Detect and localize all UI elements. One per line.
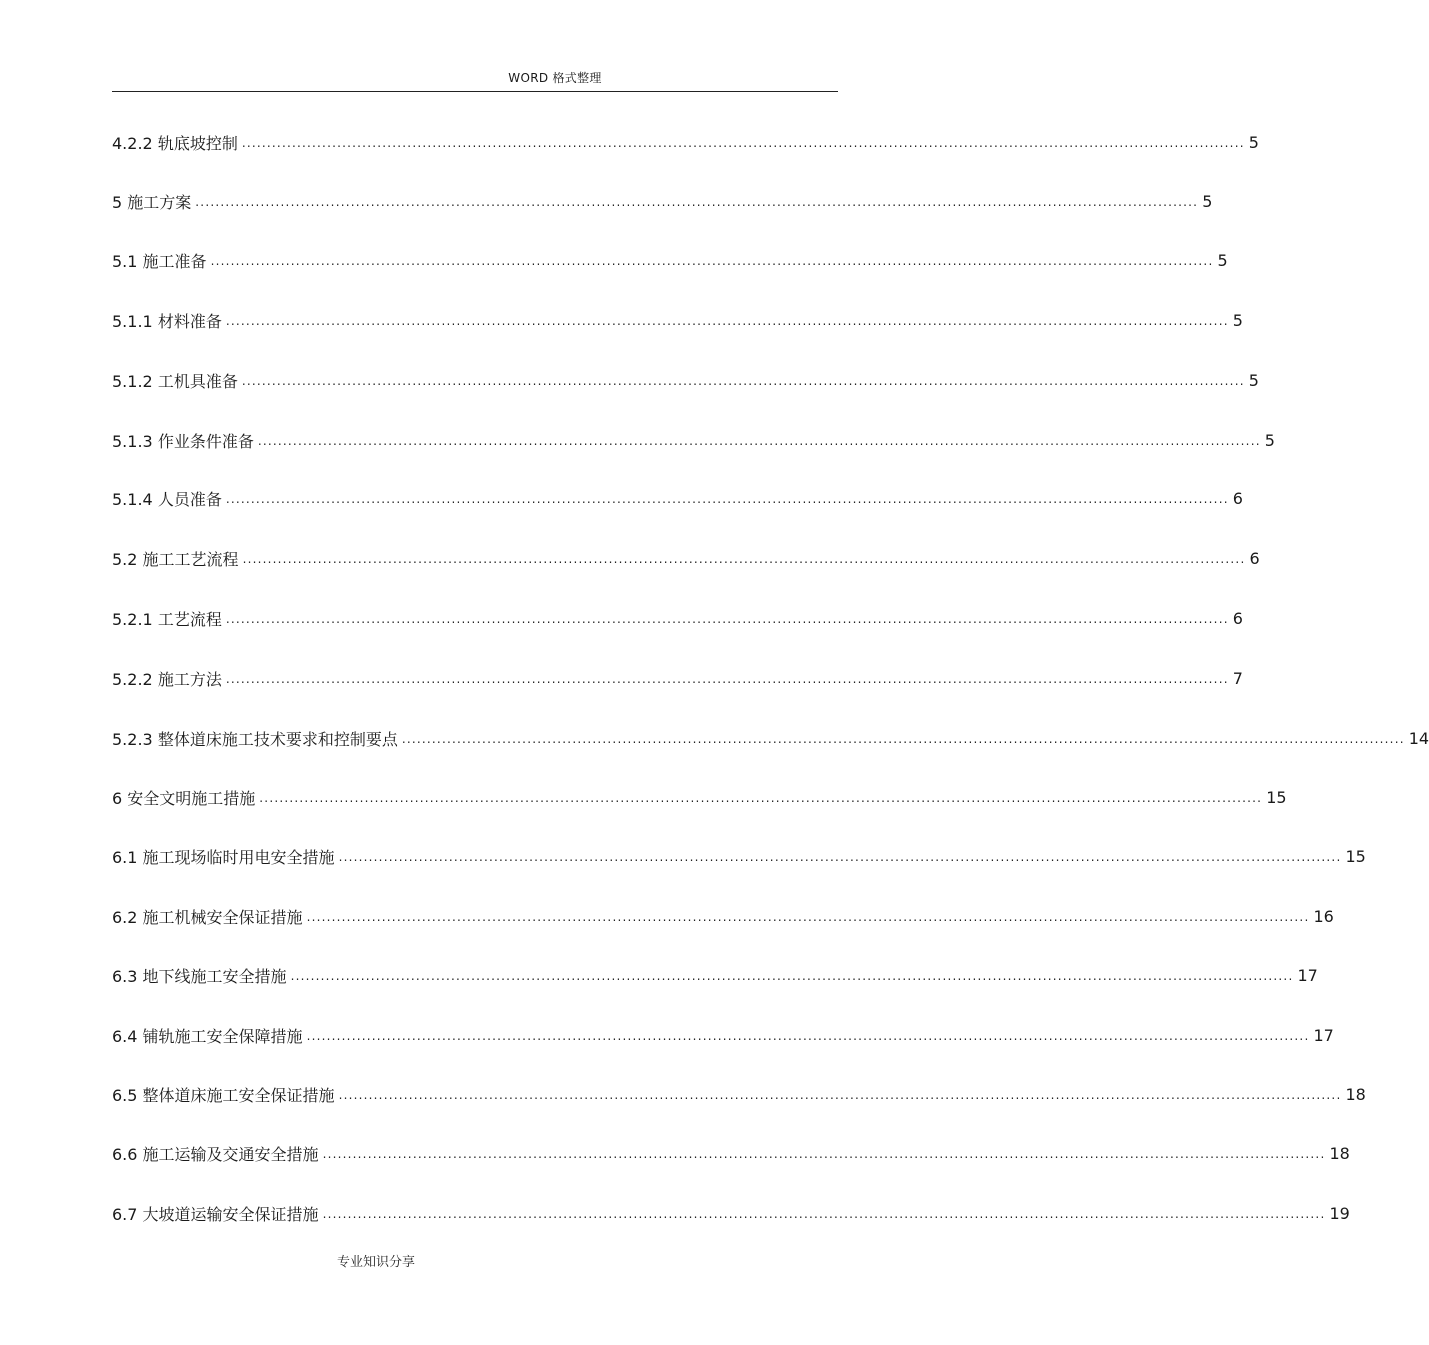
toc-entry-page: 17 — [1297, 965, 1318, 985]
toc-entry-label — [112, 487, 222, 510]
toc-leader-dots: ........................................................................................................................................................................................................ — [306, 1029, 1310, 1043]
toc-entry-title: 轨底坡控制 — [157, 133, 238, 153]
toc-entry-label — [112, 429, 254, 452]
toc-leader-dots: ........................................................................................................................................................................................................ — [257, 434, 1261, 448]
toc-entry[interactable] — [112, 483, 1243, 513]
toc-entry-label — [112, 309, 222, 332]
toc-entry[interactable] — [112, 1138, 1350, 1168]
toc-entry[interactable] — [112, 603, 1243, 633]
toc-entry-page: 7 — [1232, 668, 1243, 688]
toc-entry-number: 6.2 — [112, 907, 138, 927]
toc-entry-number: 5 — [112, 192, 123, 212]
toc-entry-label — [112, 249, 207, 272]
toc-entry-number: 5.1.3 — [112, 431, 153, 451]
toc-entry-label — [112, 1142, 319, 1165]
toc-entry-title: 铺轨施工安全保障措施 — [142, 1026, 303, 1046]
toc-entry-label — [112, 905, 303, 928]
toc-entry-title: 施工方法 — [157, 669, 222, 689]
toc-entry-title: 工艺流程 — [157, 609, 222, 629]
toc-leader-dots: ........................................................................................................................................................................................................ — [225, 314, 1229, 328]
toc-entry-number: 5.2 — [112, 549, 138, 569]
toc-entry-number: 6.4 — [112, 1026, 138, 1046]
toc-leader-dots: ........................................................................................................................................................................................................ — [210, 254, 1214, 268]
toc-entry-page: 19 — [1329, 1203, 1350, 1223]
toc-entry[interactable] — [112, 425, 1275, 455]
toc-leader-dots: ........................................................................................................................................................................................................ — [225, 672, 1229, 686]
toc-entry-title: 施工准备 — [142, 251, 207, 271]
toc-entry-number: 6.5 — [112, 1085, 138, 1105]
toc-leader-dots: ........................................................................................................................................................................................................ — [338, 850, 1342, 864]
toc-leader-dots: ........................................................................................................................................................................................................ — [241, 136, 1245, 150]
toc-leader-dots: ........................................................................................................................................................................................................ — [259, 791, 1263, 805]
toc-entry-page: 6 — [1249, 548, 1260, 568]
toc-entry[interactable] — [112, 245, 1228, 275]
toc-entry[interactable] — [112, 841, 1366, 871]
toc-entry-page: 14 — [1408, 728, 1429, 748]
toc-entry-page: 5 — [1248, 370, 1259, 390]
toc-entry-number: 5.1.4 — [112, 489, 153, 509]
toc-entry-number: 6.1 — [112, 847, 138, 867]
toc-entry-label — [112, 131, 238, 154]
toc-entry-title: 工机具准备 — [157, 371, 238, 391]
toc-entry-title: 施工机械安全保证措施 — [142, 907, 303, 927]
toc-entry-page: 5 — [1264, 430, 1275, 450]
toc-entry-page: 17 — [1313, 1025, 1334, 1045]
header-rule — [112, 91, 838, 92]
toc-entry-title: 人员准备 — [157, 489, 222, 509]
toc-entry-number: 6.7 — [112, 1204, 138, 1224]
toc-leader-dots: ........................................................................................................................................................................................................ — [322, 1207, 1326, 1221]
toc-entry[interactable] — [112, 901, 1334, 931]
toc-entry-label — [112, 369, 238, 392]
toc-entry-label — [112, 1024, 303, 1047]
toc-leader-dots: ........................................................................................................................................................................................................ — [225, 612, 1229, 626]
toc-entry-number: 5.2.1 — [112, 609, 153, 629]
toc-entry[interactable] — [112, 960, 1318, 990]
toc-entry-page: 15 — [1345, 846, 1366, 866]
toc-entry-label — [112, 786, 255, 809]
toc-leader-dots: ........................................................................................................................................................................................................ — [241, 374, 1245, 388]
toc-entry-page: 18 — [1345, 1084, 1366, 1104]
toc-entry-number: 5.2.2 — [112, 669, 153, 689]
toc-entry-number: 6 — [112, 788, 123, 808]
toc-entry-page: 16 — [1313, 906, 1334, 926]
toc-entry-page: 5 — [1217, 250, 1228, 270]
toc-entry-number: 4.2.2 — [112, 133, 153, 153]
toc-entry-label — [112, 727, 398, 750]
toc-entry-title: 安全文明施工措施 — [127, 788, 256, 808]
toc-entry-label — [112, 1083, 335, 1106]
toc-entry-title: 施工工艺流程 — [142, 549, 239, 569]
toc-leader-dots: ........................................................................................................................................................................................................ — [306, 910, 1310, 924]
toc-entry[interactable] — [112, 305, 1243, 335]
toc-entry[interactable] — [112, 543, 1260, 573]
toc-entry-page: 18 — [1329, 1143, 1350, 1163]
toc-leader-dots: ........................................................................................................................................................................................................ — [401, 732, 1405, 746]
toc-entry[interactable] — [112, 365, 1259, 395]
toc-entry-title: 大坡道运输安全保证措施 — [142, 1204, 319, 1224]
toc-entry-page: 5 — [1232, 310, 1243, 330]
toc-entry-title: 施工方案 — [127, 192, 192, 212]
toc-entry-label — [112, 845, 335, 868]
toc-entry-number: 5.1.1 — [112, 311, 153, 331]
toc-leader-dots: ........................................................................................................................................................................................................ — [290, 969, 1294, 983]
toc-entry[interactable] — [112, 186, 1213, 216]
toc-entry-page: 5 — [1248, 132, 1259, 152]
toc-entry-title: 整体道床施工技术要求和控制要点 — [157, 729, 398, 749]
toc-leader-dots: ........................................................................................................................................................................................................ — [195, 195, 1199, 209]
toc-entry-title: 整体道床施工安全保证措施 — [142, 1085, 335, 1105]
toc-entry-number: 5.1 — [112, 251, 138, 271]
toc-entry-title: 作业条件准备 — [157, 431, 254, 451]
toc-entry-page: 6 — [1232, 488, 1243, 508]
toc-entry-label — [112, 964, 287, 987]
toc-entry-label — [112, 667, 222, 690]
toc-entry-number: 5.2.3 — [112, 729, 153, 749]
toc-entry[interactable] — [112, 1079, 1366, 1109]
toc-entry-page: 5 — [1202, 191, 1213, 211]
toc-entry-number: 5.1.2 — [112, 371, 153, 391]
toc-entry-number: 6.3 — [112, 966, 138, 986]
toc-leader-dots: ........................................................................................................................................................................................................ — [322, 1147, 1326, 1161]
toc-entry[interactable] — [112, 782, 1287, 812]
toc-leader-dots: ........................................................................................................................................................................................................ — [242, 552, 1246, 566]
toc-entry-label — [112, 190, 191, 213]
toc-entry[interactable] — [112, 1198, 1350, 1228]
toc-entry-page: 15 — [1266, 787, 1287, 807]
toc-entry-label — [112, 607, 222, 630]
toc-entry[interactable] — [112, 663, 1243, 693]
toc-entry[interactable] — [112, 127, 1259, 157]
toc-entry-title: 材料准备 — [157, 311, 222, 331]
toc-entry-title: 施工现场临时用电安全措施 — [142, 847, 335, 867]
toc-entry-title: 施工运输及交通安全措施 — [142, 1144, 319, 1164]
toc-entry[interactable] — [112, 723, 1429, 753]
toc-entry-page: 6 — [1232, 608, 1243, 628]
toc-leader-dots: ........................................................................................................................................................................................................ — [225, 492, 1229, 506]
page-footer: 专业知识分享 — [337, 1255, 416, 1270]
page-header: WORD 格式整理 — [508, 71, 602, 85]
toc-entry-label — [112, 547, 239, 570]
toc-leader-dots: ........................................................................................................................................................................................................ — [338, 1088, 1342, 1102]
toc-entry-number: 6.6 — [112, 1144, 138, 1164]
toc-entry-label — [112, 1202, 319, 1225]
toc-entry[interactable] — [112, 1020, 1334, 1050]
toc-entry-title: 地下线施工安全措施 — [142, 966, 287, 986]
